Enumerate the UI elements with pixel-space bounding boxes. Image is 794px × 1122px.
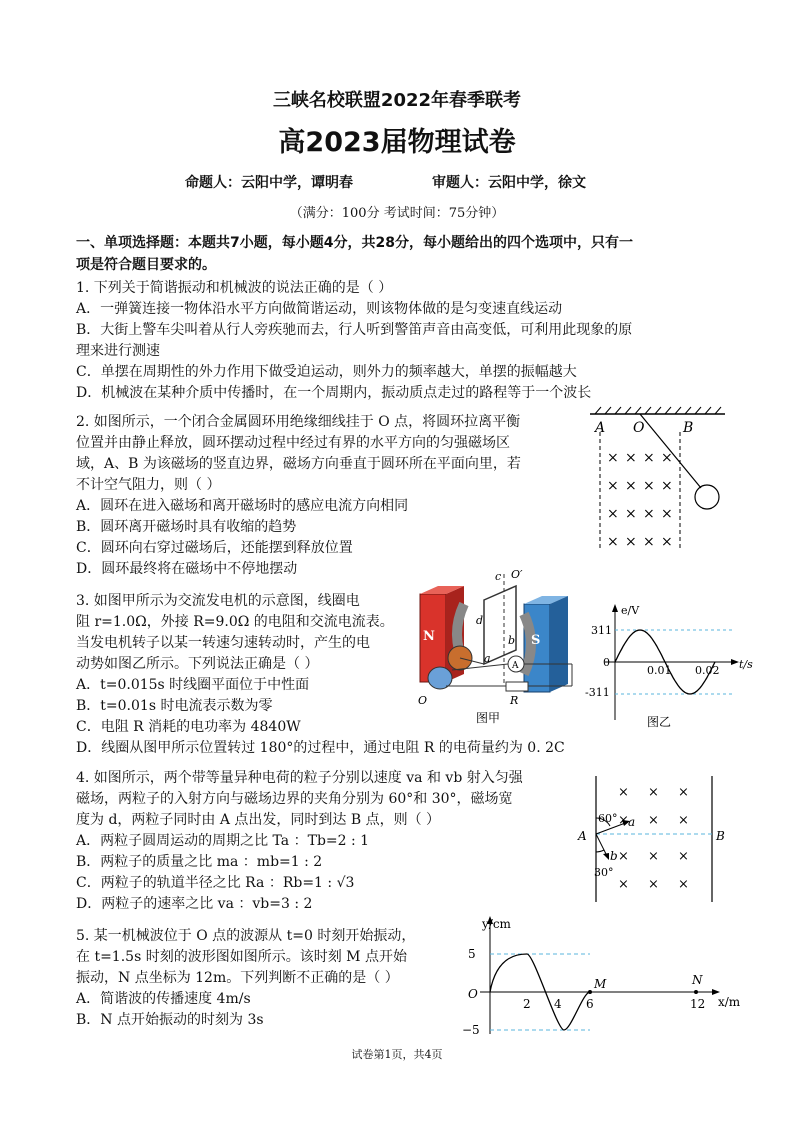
q2-stem-2: 位置并由静止释放，圆环摆动过程中经过有界的水平方向的匀强磁场区: [76, 435, 510, 451]
q3-option-c: C．电阻 R 消耗的电功率为 4840W: [76, 719, 301, 735]
q3-stem-4: 动势如图乙所示。下列说法正确是（ ）: [76, 656, 319, 672]
q2-option-a: A．圆环在进入磁场和离开磁场时的感应电流方向相同: [76, 498, 409, 514]
field-cross: ×: [607, 506, 619, 522]
q2-stem-1: 2. 如图所示，一个闭合金属圆环用绝缘细线挂于 O 点，将圆环拉离平衡: [76, 414, 521, 430]
q4-label-b: B: [716, 829, 725, 843]
q3-stem-2: 阻 r=1.0Ω，外接 R=9.0Ω 的电阻和交流电流表。: [76, 614, 394, 630]
field-cross: ×: [607, 478, 619, 494]
q3-caption-jia: 图甲: [476, 711, 501, 725]
q3-ammeter-label: A: [512, 661, 519, 671]
q3-magnet-s: S: [531, 633, 541, 648]
q2-pendulum-figure: [585, 404, 730, 554]
q3-option-a: A．t=0.015s 时线圈平面位于中性面: [76, 677, 310, 693]
exam-union-title: 三峡名校联盟2022年春季联考: [272, 90, 522, 111]
chart-xlabel: t/s: [739, 658, 753, 671]
q3-option-d: D．线圈从图甲所示位置转过 180°的过程中，通过电阻 R 的电荷量约为 0. 2C: [76, 740, 565, 756]
q4-stem-1: 4. 如图所示，两个带等量异种电荷的粒子分别以速度 va 和 vb 射入匀强: [76, 770, 523, 786]
q3-label-r: R: [510, 694, 519, 707]
field-cross: ×: [618, 849, 629, 864]
q3-option-b: B．t=0.01s 时电流表示数为零: [76, 698, 273, 714]
q3-label-o: O: [418, 694, 428, 707]
field-cross: ×: [643, 450, 655, 466]
q3-caption-yi: 图乙: [647, 715, 672, 729]
field-cross: ×: [678, 877, 689, 892]
q4-label-a: A: [578, 829, 587, 843]
q5-tick-5: 5: [468, 947, 476, 961]
section-heading-line1: 一、单项选择题：本题共7小题，每小题4分，共28分，每小题给出的四个选项中，只有一: [76, 235, 633, 251]
q4-option-c: C．两粒子的轨道半径之比 Ra ：Rb=1 : √3: [76, 875, 355, 891]
q3-label-b: b: [508, 634, 516, 647]
q5-origin: O: [468, 987, 478, 1001]
chart-ylabel: e/V: [621, 604, 640, 617]
q4-stem-2: 磁场，两粒子的入射方向与磁场边界的夹角分别为 60°和 30°，磁场宽: [76, 791, 513, 807]
q4-option-b: B．两粒子的质量之比 ma ：mb=1 : 2: [76, 854, 323, 870]
field-cross: ×: [607, 534, 619, 550]
field-cross: ×: [661, 450, 673, 466]
q4-angle-30: 30°: [594, 866, 614, 879]
q4-particle-b: b: [610, 849, 618, 863]
q5-tick-12: 12: [690, 997, 706, 1011]
q5-point-n: N: [692, 973, 703, 987]
field-cross: ×: [648, 877, 659, 892]
q5-tick-4: 4: [554, 997, 562, 1011]
field-cross: ×: [648, 785, 659, 800]
field-cross: ×: [625, 478, 637, 494]
chart-tick-t1: 0.01: [647, 664, 672, 677]
q5-stem-2: 在 t=1.5s 时刻的波形图如图所示。该时刻 M 点开始: [76, 949, 407, 965]
q4-magnetic-field-figure: [576, 774, 736, 904]
field-cross: ×: [618, 877, 629, 892]
field-cross: ×: [661, 534, 673, 550]
chart-tick-zero: 0: [603, 656, 610, 669]
q5-wave-figure: [460, 914, 750, 1039]
q1-option-a: A．一弹簧连接一物体沿水平方向做简谐运动，则该物体做的是匀变速直线运动: [76, 301, 563, 317]
field-cross: ×: [648, 849, 659, 864]
q5-tick-2: 2: [523, 997, 531, 1011]
page-footer: 试卷第1页，共4页: [351, 1048, 443, 1061]
q3-stem-1: 3. 如图甲所示为交流发电机的示意图，线圈电: [76, 593, 360, 609]
q2-option-b: B．圆环离开磁场时具有收缩的趋势: [76, 519, 297, 535]
field-cross: ×: [648, 813, 659, 828]
setter-info: 命题人：云阳中学，谭明春: [185, 175, 353, 191]
field-cross: ×: [625, 450, 637, 466]
q1-stem: 1. 下列关于简谐振动和机械波的说法正确的是（ ）: [76, 280, 393, 296]
q2-magnetic-field: [607, 450, 673, 550]
q2-label-o: O: [633, 420, 645, 436]
q1-option-b: B．大街上警车尖叫着从行人旁疾驰而去，行人听到警笛声音由高变低，可利用此现象的原: [76, 322, 633, 338]
field-cross: ×: [607, 450, 619, 466]
q2-option-c: C．圆环向右穿过磁场后，还能摆到释放位置: [76, 540, 353, 556]
chart-tick-bottom: -311: [585, 686, 610, 699]
field-cross: ×: [625, 506, 637, 522]
q4-angle-60: 60°: [598, 812, 618, 825]
exam-title: 高2023届物理试卷: [278, 127, 516, 158]
q5-point-m: M: [594, 977, 607, 991]
q3-magnet-n: N: [423, 629, 435, 644]
field-cross: ×: [661, 506, 673, 522]
field-cross: ×: [643, 506, 655, 522]
chart-tick-t2: 0.02: [695, 664, 720, 677]
q5-ylabel: y/cm: [482, 917, 511, 931]
reviewer-info: 审题人：云阳中学，徐文: [432, 175, 586, 191]
q3-emf-chart: [585, 602, 755, 730]
q4-option-a: A．两粒子圆周运动的周期之比 Ta ：Tb=2 : 1: [76, 833, 370, 849]
q1-option-b-cont: 理来进行测速: [76, 343, 160, 359]
q4-particle-a: a: [628, 815, 636, 829]
q5-tick-neg5: −5: [462, 1023, 480, 1037]
q3-generator-figure: [412, 566, 590, 726]
q2-label-b: B: [683, 420, 694, 436]
field-cross: ×: [678, 813, 689, 828]
field-cross: ×: [678, 849, 689, 864]
q5-option-a: A．简谐波的传播速度 4m/s: [76, 991, 251, 1007]
q3-stem-3: 当发电机转子以某一转速匀速转动时，产生的电: [76, 635, 370, 651]
q3-label-c: c: [495, 570, 502, 583]
section-heading-line2: 项是符合题目要求的。: [76, 257, 216, 273]
q3-label-d: d: [476, 614, 484, 627]
q5-stem-3: 振动，N 点坐标为 12m。下列判断不正确的是（ ）: [76, 970, 399, 986]
field-cross: ×: [618, 785, 629, 800]
q5-stem-1: 5. 某一机械波位于 O 点的波源从 t=0 时刻开始振动，: [76, 928, 416, 944]
exam-info: （满分：100分 考试时间：75分钟）: [289, 206, 505, 221]
q3-label-o2: O′: [511, 568, 523, 581]
q5-tick-6: 6: [586, 997, 594, 1011]
q2-stem-4: 不计空气阻力，则（ ）: [76, 477, 221, 493]
q1-option-d: D．机械波在某种介质中传播时，在一个周期内，振动质点走过的路程等于一个波长: [76, 385, 592, 401]
q2-stem-3: 域，A、B 为该磁场的竖直边界，磁场方向垂直于圆环所在平面向里，若: [76, 456, 521, 472]
q5-xlabel: x/m: [718, 995, 741, 1009]
q4-field-crosses: [618, 785, 689, 892]
q2-label-a: A: [595, 420, 606, 436]
field-cross: ×: [661, 478, 673, 494]
q2-option-d: D．圆环最终将在磁场中不停地摆动: [76, 561, 298, 577]
field-cross: ×: [643, 478, 655, 494]
field-cross: ×: [643, 534, 655, 550]
chart-tick-top: 311: [591, 624, 612, 637]
field-cross: ×: [618, 813, 629, 828]
q3-label-a: a: [484, 652, 491, 665]
field-cross: ×: [678, 785, 689, 800]
q4-option-d: D．两粒子的速率之比 va ：vb=3 : 2: [76, 896, 313, 912]
q4-stem-3: 度为 d，两粒子同时由 A 点出发，同时到达 B 点，则（ ）: [76, 812, 441, 828]
field-cross: ×: [625, 534, 637, 550]
q1-option-c: C．单摆在周期性的外力作用下做受迫运动，则外力的频率越大，单摆的振幅越大: [76, 364, 577, 380]
q5-option-b: B．N 点开始振动的时刻为 3s: [76, 1012, 264, 1028]
